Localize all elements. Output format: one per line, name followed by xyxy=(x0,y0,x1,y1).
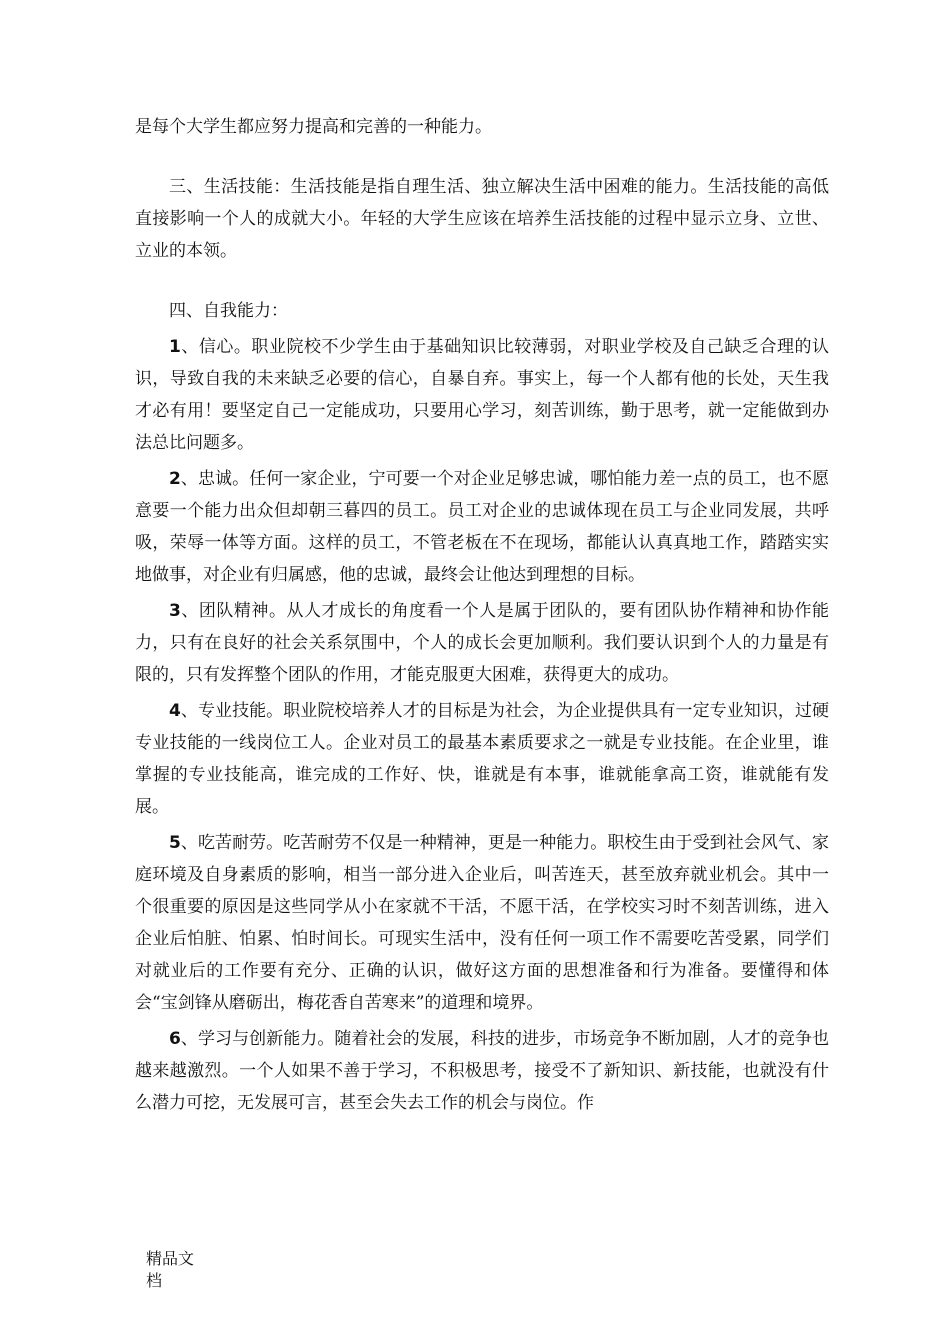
paragraph-continuation xyxy=(135,111,829,143)
item-number: 1 xyxy=(169,337,181,357)
item-number: 5 xyxy=(169,833,181,853)
paragraph-loyalty xyxy=(135,463,829,591)
paragraph-confidence xyxy=(135,331,829,459)
document-body xyxy=(135,111,829,1123)
item-number: 6 xyxy=(169,1029,181,1049)
paragraph-text: 、学习与创新能力。随着社会的发展，科技的进步，市场竞争不断加剧，人才的竞争也越来越激烈。一个人如果不善于学习，不积极思考，接受不了新知识、新技能，也就没有什么潜力可挖，无发展可言，甚至会失去工作的机会与岗位。作 xyxy=(135,1029,829,1113)
paragraph-text: 、信心。职业院校不少学生由于基础知识比较薄弱，对职业学校及自己缺乏合理的认识，导致自我的未来缺乏必要的信心，自暴自弃。事实上，每一个人都有他的长处，天生我才必有用！要坚定自己一定能成功，只要用心学习，刻苦训练，勤于思考，就一定能做到办法总比问题多。 xyxy=(135,337,829,453)
item-number: 4 xyxy=(169,701,181,721)
item-number: 2 xyxy=(169,469,181,489)
paragraph-text: 是每个大学生都应努力提高和完善的一种能力。 xyxy=(135,117,492,137)
paragraph-teamwork xyxy=(135,595,829,691)
section-heading-self-ability xyxy=(135,295,829,327)
paragraph-text: 、忠诚。任何一家企业，宁可要一个对企业足够忠诚，哪怕能力差一点的员工，也不愿意要一个能力出众但却朝三暮四的员工。员工对企业的忠诚体现在员工与企业同发展，共呼吸，荣辱一体等方面。这样的员工，不管老板在不在现场，都能认认真真地工作，踏踏实实地做事，对企业有归属感，他的忠诚，最终会让他达到理想的目标。 xyxy=(135,469,829,585)
paragraph-text: 三、生活技能：生活技能是指自理生活、独立解决生活中困难的能力。生活技能的高低直接影响一个人的成就大小。年轻的大学生应该在培养生活技能的过程中显示立身、立世、立业的本领。 xyxy=(135,177,829,261)
paragraph-professional-skills xyxy=(135,695,829,823)
item-number: 3 xyxy=(169,601,181,621)
heading-text: 四、自我能力： xyxy=(169,301,288,321)
paragraph-text: 、吃苦耐劳。吃苦耐劳不仅是一种精神，更是一种能力。职校生由于受到社会风气、家庭环境及自身素质的影响，相当一部分进入企业后，叫苦连天，甚至放弃就业机会。其中一个很重要的原因是这些同学从小在家就不干活，不愿干活，在学校实习时不刻苦训练，进入企业后怕脏、怕累、怕时间长。可现实生活中，没有任何一项工作不需要吃苦受累，同学们对就业后的工作要有充分、正确的认识，做好这方面的思想准备和行为准备。要懂得和体会“宝剑锋从磨砺出，梅花香自苦寒来”的道理和境界。 xyxy=(135,833,829,1013)
footer-line: 精品文 xyxy=(146,1249,195,1268)
paragraph-hard-work xyxy=(135,827,829,1019)
footer-watermark xyxy=(146,1248,206,1292)
paragraph-life-skills xyxy=(135,171,829,267)
footer-line: 档 xyxy=(146,1271,163,1290)
paragraph-text: 、团队精神。从人才成长的角度看一个人是属于团队的，要有团队协作精神和协作能力，只有在良好的社会关系氛围中，个人的成长会更加顺利。我们要认识到个人的力量是有限的，只有发挥整个团队的作用，才能克服更大困难，获得更大的成功。 xyxy=(135,601,829,685)
paragraph-learning-innovation xyxy=(135,1023,829,1119)
paragraph-text: 、专业技能。职业院校培养人才的目标是为社会，为企业提供具有一定专业知识，过硬专业技能的一线岗位工人。企业对员工的最基本素质要求之一就是专业技能。在企业里，谁掌握的专业技能高，谁完成的工作好、快，谁就是有本事，谁就能拿高工资，谁就能有发展。 xyxy=(135,701,829,817)
